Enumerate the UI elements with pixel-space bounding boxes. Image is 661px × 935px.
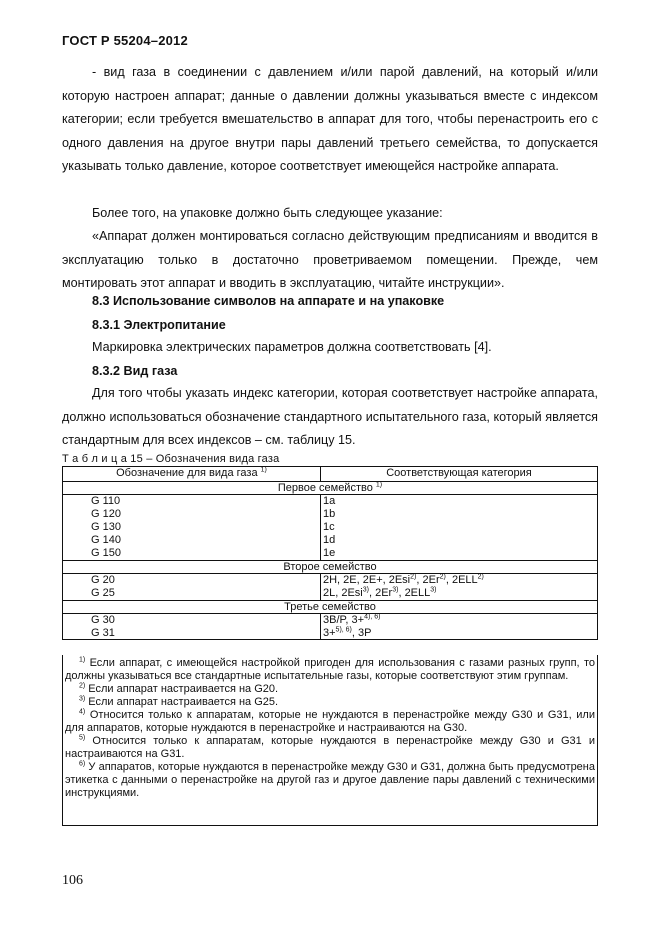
footnote-5: $^{5)}$ Относится только к аппаратам, которые нуждаются в перенастройке между G30 и G31 и настраиваются на G31.: [65, 734, 595, 760]
footnote-2: $^{2)}$ Если аппарат настраивается на G20.: [79, 682, 279, 695]
paragraph-electrical: Маркировка электрических параметров должна соответствовать [4].: [92, 340, 492, 354]
group-row-third-family: Третье семейство: [63, 600, 598, 613]
document-header: ГОСТ Р 55204–2012: [62, 33, 188, 48]
section-heading-8-3: 8.3 Использование символов на аппарате и на упаковке: [92, 294, 445, 308]
column-header-category: Соответствующая категория: [321, 467, 598, 482]
table-header-row: [63, 467, 598, 482]
table-row: G 130 1c: [63, 521, 598, 534]
gas-designation-table: [62, 466, 598, 640]
table-row: G 150 1e: [63, 547, 598, 560]
table-row: G 31 3+$^{5), 6)}$, 3P: [63, 627, 598, 640]
table-footnotes: [62, 655, 598, 826]
paragraph-packaging: Более того, на упаковке должно быть следующее указание:: [92, 206, 443, 220]
page-number: 106: [62, 873, 83, 888]
footnote-3: $^{3)}$ Если аппарат настраивается на G25.: [79, 695, 279, 708]
paragraph-gas-type: - вид газа в соединении с давлением и/или парой давлений, на который и/или которую настроен аппарат; данные о давлении должны указываться вместе с индексом категории; если требуется вмешательство в аппарат для того, чтобы перенастроить его с одного давления на другое внутри пары давлений третьего семейства, то допускается указывать только давление, которое соответствует имеющейся настройке аппарата.: [62, 65, 598, 173]
section-heading-8-3-2: 8.3.2 Вид газа: [92, 364, 178, 378]
table-row: G 110 1a: [63, 495, 598, 508]
footnote-6: $^{6)}$ У аппаратов, которые нуждаются в перенастройке между G30 и G31, должна быть предусмотрена этикетка с данными о перенастройке на другой газ и другое давление пары давлений с техническими инструкциями.: [65, 760, 595, 799]
table-row: G 30 3B/P, 3+$^{4), 6)}$: [63, 613, 598, 626]
footnote-4: $^{4)}$ Относится только к аппаратам, которые не нуждаются в перенастройке между G30 и G31, или для аппаратов, которые нуждаются в перенастройке и настраиваются на G30.: [65, 708, 595, 734]
table-row: G 120 1b: [63, 508, 598, 521]
table-caption: Т а б л и ц а 15 – Обозначения вида газа: [62, 453, 280, 465]
footnote-1: $^{1)}$ Если аппарат, с имеющейся настройкой пригоден для использования с газами разных групп, то должны указываться все стандартные испытательные газы, которые соответствуют этим группам.: [65, 656, 595, 682]
paragraph-category: Для того чтобы указать индекс категории, которая соответствует настройке аппарата, должно использоваться обозначение стандартного испытательного газа, который является стандартным для всех индексов – см. таблицу 15.: [62, 386, 598, 447]
table-row: G 140 1d: [63, 534, 598, 547]
paragraph-warning: «Аппарат должен монтироваться согласно действующим предписаниям и вводится в эксплуатацию только в достаточно проветриваемом помещении. Прежде, чем монтировать этот аппарат и вводить в эксплуатацию, читайте инструкции».: [62, 229, 598, 290]
column-header-designation: Обозначение для вида газа $^{1)}$: [63, 467, 321, 482]
table-row: G 25 2L, 2Esi$^{3)}$, 2Er$^{3)}$, 2ELL$^{3)}$: [63, 587, 598, 600]
group-row-first-family: Первое семейство $^{1)}$: [63, 482, 598, 495]
section-heading-8-3-1: 8.3.1 Электропитание: [92, 318, 226, 332]
table-row: G 20 2H, 2E, 2E+, 2Esi$^{2)}$, 2Er$^{2)}$, 2ELL$^{2)}$: [63, 574, 598, 587]
group-row-second-family: Второе семейство: [63, 561, 598, 574]
